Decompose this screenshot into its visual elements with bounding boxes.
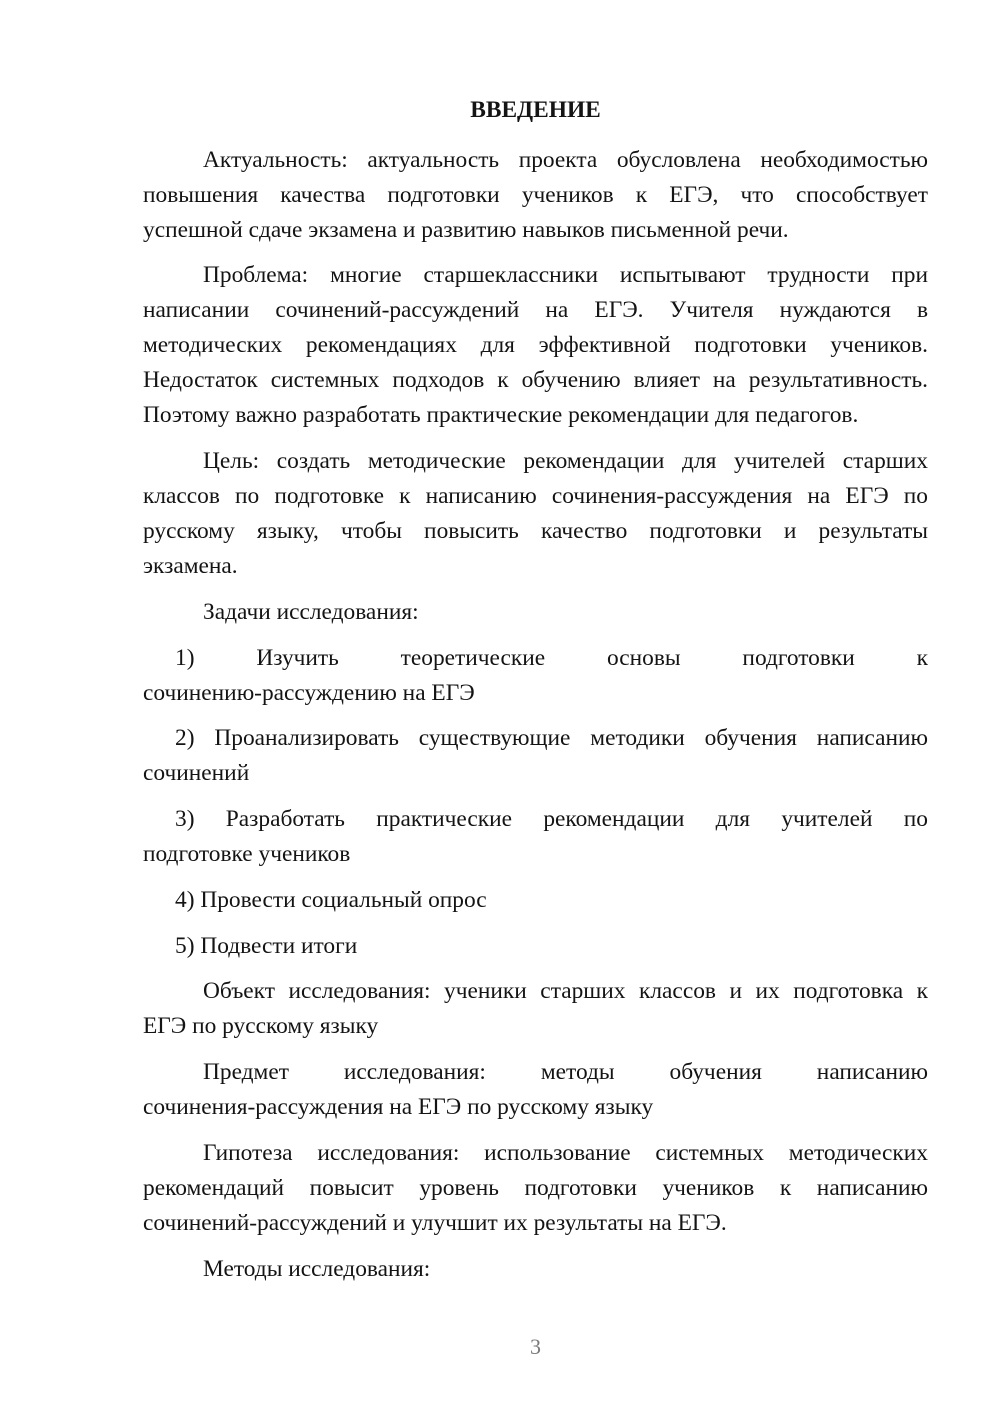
methods-heading: Методы исследования: [203,1255,431,1282]
relevance-paragraph [143,143,928,248]
text-line: подготовке учеников [143,841,351,867]
tasks-heading: Задачи исследования: [203,598,419,625]
text-line: 2) Проанализировать существующие методики обучения написанию [175,725,928,752]
text-line: классов по подготовке к написанию сочинения-рассуждения на ЕГЭ по [143,483,928,509]
text-line: Цель: создать методические рекомендации для учителей старших [203,448,928,474]
text-line: 4) Провести социальный опрос [175,886,487,913]
task-item-4 [143,883,928,918]
text-line: 5) Подвести итоги [175,932,358,959]
hypothesis-paragraph [143,1136,928,1241]
text-line: сочинений [143,760,250,787]
text-line: рекомендаций повысит уровень подготовки учеников к написанию [143,1174,928,1201]
problem-paragraph [143,258,928,433]
text-line: Предмет исследования: методы обучения написанию [203,1059,928,1085]
text-line: написании сочинений-рассуждений на ЕГЭ. Учителя нуждаются в [143,297,928,324]
task-item-2 [143,721,928,791]
object-paragraph [143,974,928,1044]
goal-paragraph [143,444,928,584]
methods-heading-paragraph [143,1252,928,1287]
text-line: Актуальность: актуальность проекта обусловлена необходимостью [203,146,928,173]
text-line: ЕГЭ по русскому языку [143,1013,379,1040]
text-line: 1) Изучить теоретические основы подготовки к [175,644,928,671]
text-line: 3) Разработать практические рекомендации для учителей по [175,806,928,832]
text-line: сочинения-рассуждения на ЕГЭ по русскому языку [143,1094,654,1120]
text-line: Поэтому важно разработать практические рекомендации для педагогов. [143,402,859,429]
text-line: сочинений-рассуждений и улучшит их результаты на ЕГЭ. [143,1209,727,1236]
text-line: повышения качества подготовки учеников к ЕГЭ, что способствует [143,181,928,208]
text-line: экзамена. [143,553,238,579]
text-line: Недостаток системных подходов к обучению влияет на результативность. [143,367,928,394]
text-line: методических рекомендациях для эффективной подготовки учеников. [143,332,928,359]
tasks-heading-paragraph [143,595,928,630]
text-line: сочинению-рассуждению на ЕГЭ [143,679,475,706]
page-number: 3 [530,1333,541,1359]
task-item-1 [143,641,928,711]
page-title: ВВЕДЕНИЕ [470,96,601,123]
subject-paragraph [143,1055,928,1125]
text-line: успешной сдаче экзамена и развитию навыков письменной речи. [143,216,789,243]
task-item-3 [143,802,928,872]
text-line: Проблема: многие старшеклассники испытывают трудности при [203,262,928,289]
task-item-5 [143,929,928,964]
text-line: Гипотеза исследования: использование системных методических [203,1139,928,1166]
text-line: русскому языку, чтобы повысить качество подготовки и результаты [143,518,928,544]
text-line: Объект исследования: ученики старших классов и их подготовка к [203,978,928,1005]
page-content [143,93,928,1298]
